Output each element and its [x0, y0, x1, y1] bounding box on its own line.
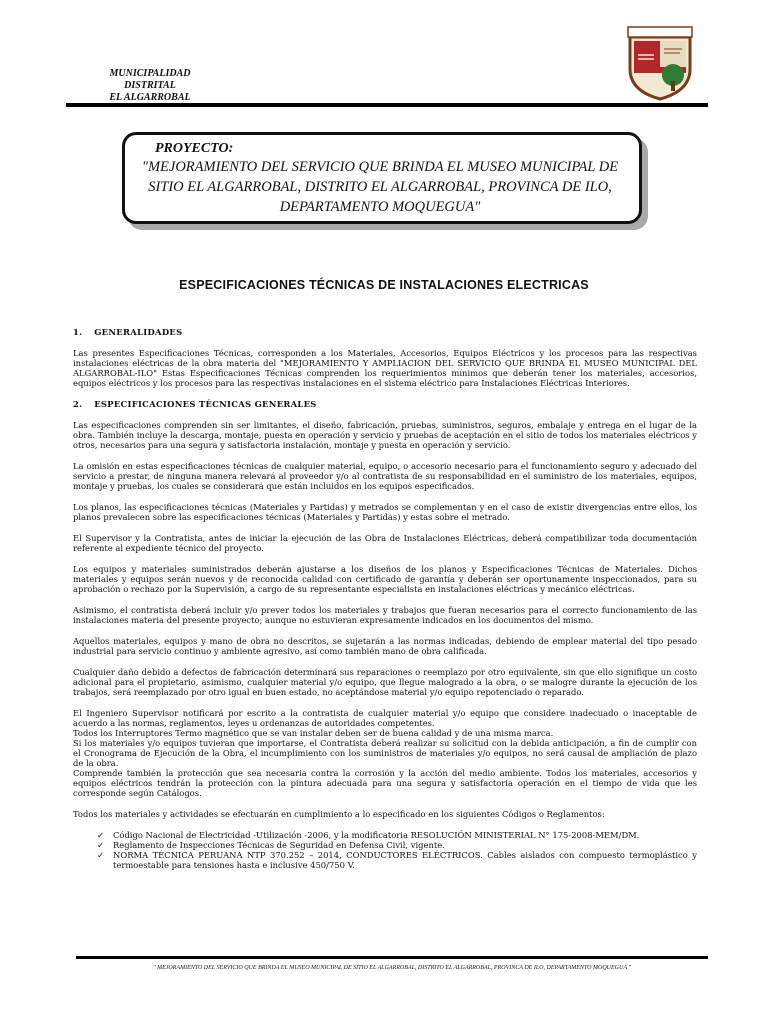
list-item-text: Código Nacional de Electricidad -Utilización -2006, y la modificatoria RESOLUCIÓN MINISTERIAL N° 175-2008-MEM/DM.: [113, 830, 640, 840]
paragraph: Asimismo, el contratista deberá incluir y/o prever todos los materiales y trabajos que fueran necesarios para el correcto funcionamiento de las instalaciones materia del presente proyecto; aunque no estuvieran expresamente indicados en los documentos del mismo.: [73, 605, 697, 625]
list-item: [73, 830, 697, 840]
project-title: "MEJORAMIENTO DEL SERVICIO QUE BRINDA EL MUSEO MUNICIPAL DE SITIO EL ALGARROBAL, DISTRITO EL ALGARROBAL, PROVINCA DE ILO, DEPARTAMENTO MOQUEGUA": [141, 159, 619, 215]
section-heading-text: ESPECIFICACIONES TÉCNICAS GENERALES: [94, 399, 317, 409]
document-body: [73, 327, 697, 870]
paragraph-line: El Ingeniero Supervisor notificará por escrito a la contratista de cualquier material y/o equipo que considere inadecuado o inaceptable de acuerdo a las normas, reglamentos, leyes u ordenanzas de autoridades competentes.: [73, 708, 697, 728]
footer-text: " MEJORAMIENTO DEL SERVICIO QUE BRINDA EL MUSEO MUNICIPAL DE SITIO EL ALGARROBAL, DISTRITO EL ALGARROBAL, PROVINCA DE ILO, DEPARTAMENTO MOQUEGUA ": [153, 965, 631, 971]
check-icon: ✓: [97, 840, 105, 850]
paragraph-line: Si los materiales y/o equipos tuvieran que importarse, el Contratista deberá realizar su solicitud con la debida anticipación, a fin de cumplir con el Cronograma de Ejecución de la Obra, el incumplimiento con los suministros de materiales y/o equipos, no será causal de ampliación de plazo de la obra.: [73, 738, 697, 768]
paragraph: Los equipos y materiales suministrados deberán ajustarse a los diseños de los planos y Especificaciones Técnicas de Materiales. Dichos materiales y equipos serán nuevos y de reconocida calidad con certificado de garantía y deberán ser oportunamente inspeccionados, para su aprobación o rechazo por la Supervisión, a cargo de su representante especialista en instalaciones eléctricas y mecánico eléctricas.: [73, 564, 697, 594]
list-item: [73, 840, 697, 850]
paragraph: Las especificaciones comprenden sin ser limitantes, el diseño, fabricación, pruebas, suministros, seguros, embalaje y entrega en el lugar de la obra. También incluye la descarga, montaje, puesta en operación y servicio y pruebas de aceptación en el sitio de todos los materiales eléctricos y otros, necesarios para una segura y satisfactoria instalación, montaje y puesta en operación y servicio.: [73, 420, 697, 450]
paragraph: Los planos, las especificaciones técnicas (Materiales y Partidas) y metrados se complementan y en el caso de existir divergencias entre ellos, los planos prevalecen sobre las especificaciones técnicas (Materiales y Partidas) y estas sobre el metrado.: [73, 502, 697, 522]
list-item-text: NORMA TÉCNICA PERUANA NTP 370.252 – 2014, CONDUCTORES ELÉCTRICOS. Cables aislados con compuesto termoplástico y termoestable para tensiones hasta e inclusive 450/750 V.: [113, 850, 697, 870]
paragraph: El Supervisor y la Contratista, antes de iniciar la ejecución de las Obra de Instalaciones Eléctricas, deberá compatibilizar toda documentación referente al expediente técnico del proyecto.: [73, 533, 697, 553]
paragraph-line: Comprende también la protección que sea necesaria contra la corrosión y la acción del medio ambiente. Todos los materiales, accesorios y equipos eléctricos tendrán la protección con la pintura adecuada para una segura y satisfactoria operación en el tiempo de vida que les corresponde según Catálogos.: [73, 768, 697, 798]
section-heading-text: GENERALIDADES: [94, 327, 183, 337]
paragraph: Aquellos materiales, equipos y mano de obra no descritos, se sujetarán a las normas indicadas, debiendo de emplear material del tipo pesado industrial para servicio continuo y ambiente agresivo, así como también mano de obra calificada.: [73, 636, 697, 656]
project-label: PROYECTO:: [155, 141, 234, 156]
paragraph: Las presentes Especificaciones Técnicas, corresponden a los Materiales, Accesorios, Equipos Eléctricos y los procesos para las respectivas instalaciones eléctricas de la obra materia del "MEJORAMIENTO Y AMPLIACION DEL SERVICIO QUE BRINDA EL MUSEO MUNICIPAL DEL ALGARROBAL-ILO" Estas Especificaciones Técnicas comprenden los requerimientos mínimos que deberán tener los materiales, accesorios, equipos eléctricos y los procesos para las respectivas instalaciones en el sistema eléctrico para Instalaciones Eléctricas Interiores.: [73, 348, 697, 388]
paragraph-group: [73, 708, 697, 798]
section-number: 1.: [73, 327, 83, 337]
paragraph: La omisión en estas especificaciones técnicas de cualquier material, equipo, o accesorio necesario para el funcionamiento seguro y adecuado del servicio a prestar, de ninguna manera relevará al proveedor y/o al contratista de su responsabilidad en el suministro de los materiales, equipos, montaje y pruebas, los cuales se considerará que están incluidos en los equipos especificados.: [73, 461, 697, 491]
document-title: ESPECIFICACIONES TÉCNICAS DE INSTALACIONES ELECTRICAS: [179, 278, 589, 292]
paragraph: Cualquier daño debido a defectos de fabricación determinará sus reparaciones o reemplazo por otro equivalente, sin que ello signifique un costo adicional para el propietario, asimismo, cualquier material y/o equipo, que llegue malogrado a la obra, o se malogre durante la ejecución de los trabajos, será reemplazado por otro igual en buen estado, no aceptándose material y/o equipo repotenciado o reparado.: [73, 667, 697, 697]
check-icon: ✓: [97, 850, 105, 860]
header-rule: [66, 103, 708, 107]
section-number: 2.: [73, 399, 83, 409]
codes-list: [73, 830, 697, 870]
list-item: [73, 850, 697, 870]
check-icon: ✓: [97, 830, 105, 840]
codes-intro: Todos los materiales y actividades se efectuarán en cumplimiento a lo especificado en los siguientes Códigos o Reglamentos:: [73, 809, 605, 819]
municipality-line-1: MUNICIPALIDAD DISTRITAL: [109, 68, 191, 91]
list-item-text: Reglamento de Inspecciones Técnicas de Seguridad en Defensa Civil, vigente.: [113, 840, 445, 850]
municipality-name: [94, 68, 206, 104]
section-heading-1: [73, 327, 697, 337]
municipality-line-2: EL ALGARROBAL: [109, 92, 191, 103]
section-heading-2: [73, 399, 697, 409]
footer-rule: [76, 956, 708, 959]
paragraph-line: Todos los Interruptores Termo magnético que se van instalar deben ser de buena calidad y de una misma marca.: [73, 728, 554, 738]
municipality-logo: [624, 25, 696, 101]
